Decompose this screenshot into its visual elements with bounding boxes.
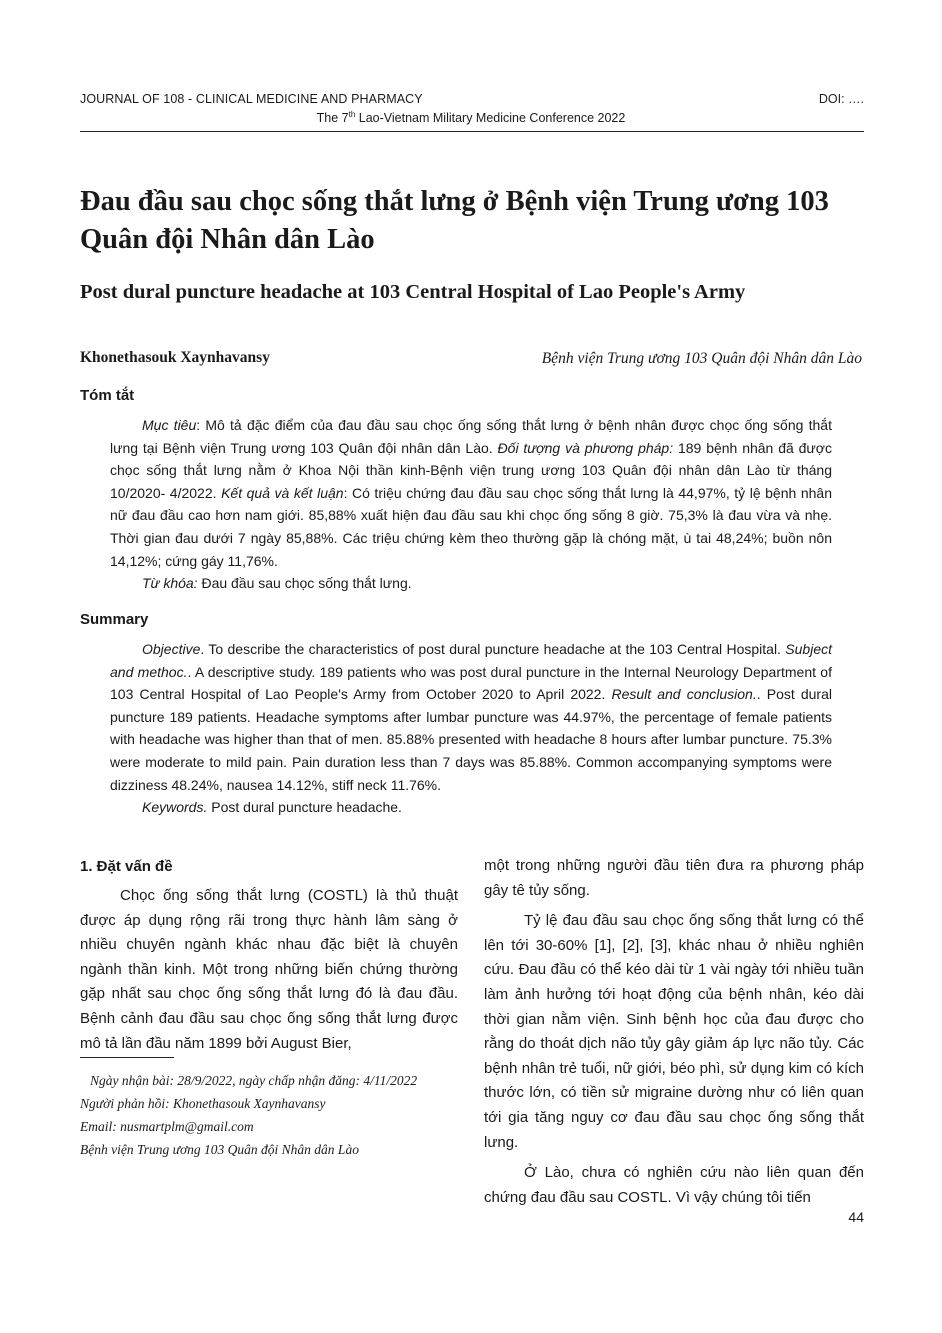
result-text-en: . Post dural puncture 189 patients. Headache symptoms after lumbar puncture was 44.97%, the percentage of female patients with headache was higher than that of men. 85.88% presented with headache 8 hours after lumbar puncture. 75.3% were moderate to mild pain. Pain duration less than 7 days was 85.88%. Common accompanying symptoms were dizziness 48.24%, nausea 14.12%, stiff neck 11.76%. [110, 686, 832, 793]
keywords-en [110, 796, 832, 819]
subject-label-vi: Đối tượng và phương pháp: [497, 439, 674, 456]
author-affiliation: Bệnh viện Trung ương 103 Quân đội Nhân dân Lào [541, 350, 862, 367]
objective-label-vi: Mục tiêu [142, 417, 197, 433]
page-number: 44 [848, 1209, 864, 1225]
keywords-label-en: Keywords. [142, 799, 208, 816]
abstract-en-paragraph [110, 638, 832, 796]
header-divider [80, 131, 864, 132]
conference-sup: th [348, 110, 356, 119]
footnote-divider [80, 1057, 174, 1058]
keywords-text-en: Post dural puncture headache. [207, 799, 402, 816]
objective-text-vi: : Mô tả đặc điểm của đau đầu sau chọc ống sống thắt lưng ở bệnh nhân được chọc ống sống thắt lưng tại Bệnh viện Trung ương 103 Quân đội nhân dân Lào. [110, 417, 832, 456]
right-column [484, 854, 864, 1216]
keywords-label-vi: Từ khóa: [142, 575, 198, 592]
section-1-heading: 1. Đặt vấn đề [80, 858, 173, 875]
conference-prefix: The 7 [316, 111, 349, 126]
keywords-vi [110, 572, 832, 595]
abstract-vi-heading: Tóm tắt [80, 387, 135, 404]
doi-label: DOI: …. [818, 92, 864, 106]
title-english: Post dural puncture headache at 103 Central Hospital of Lao People's Army [80, 281, 746, 303]
section-1-paragraph-3: Ở Lào, chưa có nghiên cứu nào liên quan đến chứng đau đầu sau COSTL. Vì vậy chúng tôi tiến [484, 1164, 864, 1206]
abstract-en-heading: Summary [80, 611, 149, 628]
title-vietnamese: Đau đầu sau chọc sống thắt lưng ở Bệnh viện Trung ương 103 Quân đội Nhân dân Lào [80, 186, 829, 255]
section-1-paragraph-1: Chọc ống sống thắt lưng (COSTL) là thủ thuật được áp dụng rộng rãi trong thực hành lâm sàng ở nhiều chuyên ngành khác nhau đặc biệt là chuyên ngành thần kinh. Một trong những biến chứng thường gặp nhất sau chọc ống sống thắt lưng đó là đau đầu. Bệnh cảnh đau đầu sau chọc ống sống thắt lưng được mô tả lần đầu năm 1899 bởi August Bier, [80, 887, 458, 1052]
keywords-text-vi: Đau đầu sau chọc sống thắt lưng. [197, 575, 412, 592]
footnote-email[interactable]: Email: nusmartplm@gmail.com [80, 1119, 254, 1134]
subject-text-vi: 189 bệnh nhân đã được chọc sống thắt lưng nằm ở Khoa Nội thần kinh-Bệnh viện trung ương 103 Quân đội nhân dân Lào từ tháng 10/2020- 4/2022. [110, 439, 832, 501]
result-label-en: Result and conclusion. [611, 686, 757, 703]
section-1-paragraph-2: Tỷ lệ đau đầu sau chọc ống sống thắt lưng có thể lên tới 30-60% [1], [2], [3], khác nhau ở nhiều nghiên cứu. Đau đầu có thể kéo dài từ 1 vài ngày tới nhiều tuần làm ảnh hưởng tới hoạt động của bệnh nhân, kéo dài thời gian nằm viện. Sinh bệnh học của đau được cho rằng do thoát dịch não tủy gây giảm áp lực não tủy. Các bệnh nhân trẻ tuổi, nữ giới, béo phì, sử dụng kim có kích thước lớn, có tiền sử migraine dường như có liên quan tới gia tăng nguy cơ đau đầu sau chọc ống sống thắt lưng. [484, 912, 864, 1151]
result-text-vi: : Có triệu chứng đau đầu sau chọc sống thắt lưng là 44,97%, tỷ lệ bệnh nhân nữ đau đầu cao hơn nam giới. 85,88% xuất hiện đau đầu sau khi chọc ống sống 8 giờ. 75,3% là đau vừa và nhẹ. Thời gian đau dưới 7 ngày 85,88%. Các triệu chứng kèm theo thường gặp là chóng mặt, ù tai 48,24%; buồn nôn 14,12%; cứng gáy 11,76%. [110, 484, 832, 569]
footnote-received: Ngày nhận bài: 28/9/2022, ngày chấp nhận đăng: 4/11/2022 [90, 1073, 418, 1088]
journal-name: JOURNAL OF 108 - CLINICAL MEDICINE AND PHARMACY [80, 92, 423, 106]
abstract-vi-paragraph [110, 414, 832, 572]
conference-suffix: Lao-Vietnam Military Medicine Conference 2022 [355, 111, 626, 126]
section-1-continuation: một trong những người đầu tiên đưa ra phương pháp gây tê tủy sống. [484, 857, 864, 899]
author-name: Khonethasouk Xaynhavansy [80, 349, 270, 366]
abstract-vi-body [110, 414, 832, 595]
objective-label-en: Objective [142, 641, 201, 657]
conference-line [0, 110, 942, 125]
footnote [80, 1069, 458, 1161]
subject-text-en: . A descriptive study. 189 patients who was post dural puncture in the Internal Neurology Department of 103 Central Hospital of Lao People's Army from October 2020 to April 2022. [110, 663, 832, 703]
result-label-vi: Kết quả và kết luận [221, 484, 344, 501]
subject-label-en: Subject and methoc. [110, 641, 832, 680]
footnote-responder: Người phản hồi: Khonethasouk Xaynhavansy [80, 1096, 326, 1111]
footnote-institution: Bệnh viện Trung ương 103 Quân đội Nhân dân Lào [80, 1142, 359, 1157]
abstract-en-body [110, 638, 832, 819]
left-column [80, 884, 458, 1062]
objective-text-en: . To describe the characteristics of post dural puncture headache at the 103 Central Hospital. [200, 641, 786, 657]
